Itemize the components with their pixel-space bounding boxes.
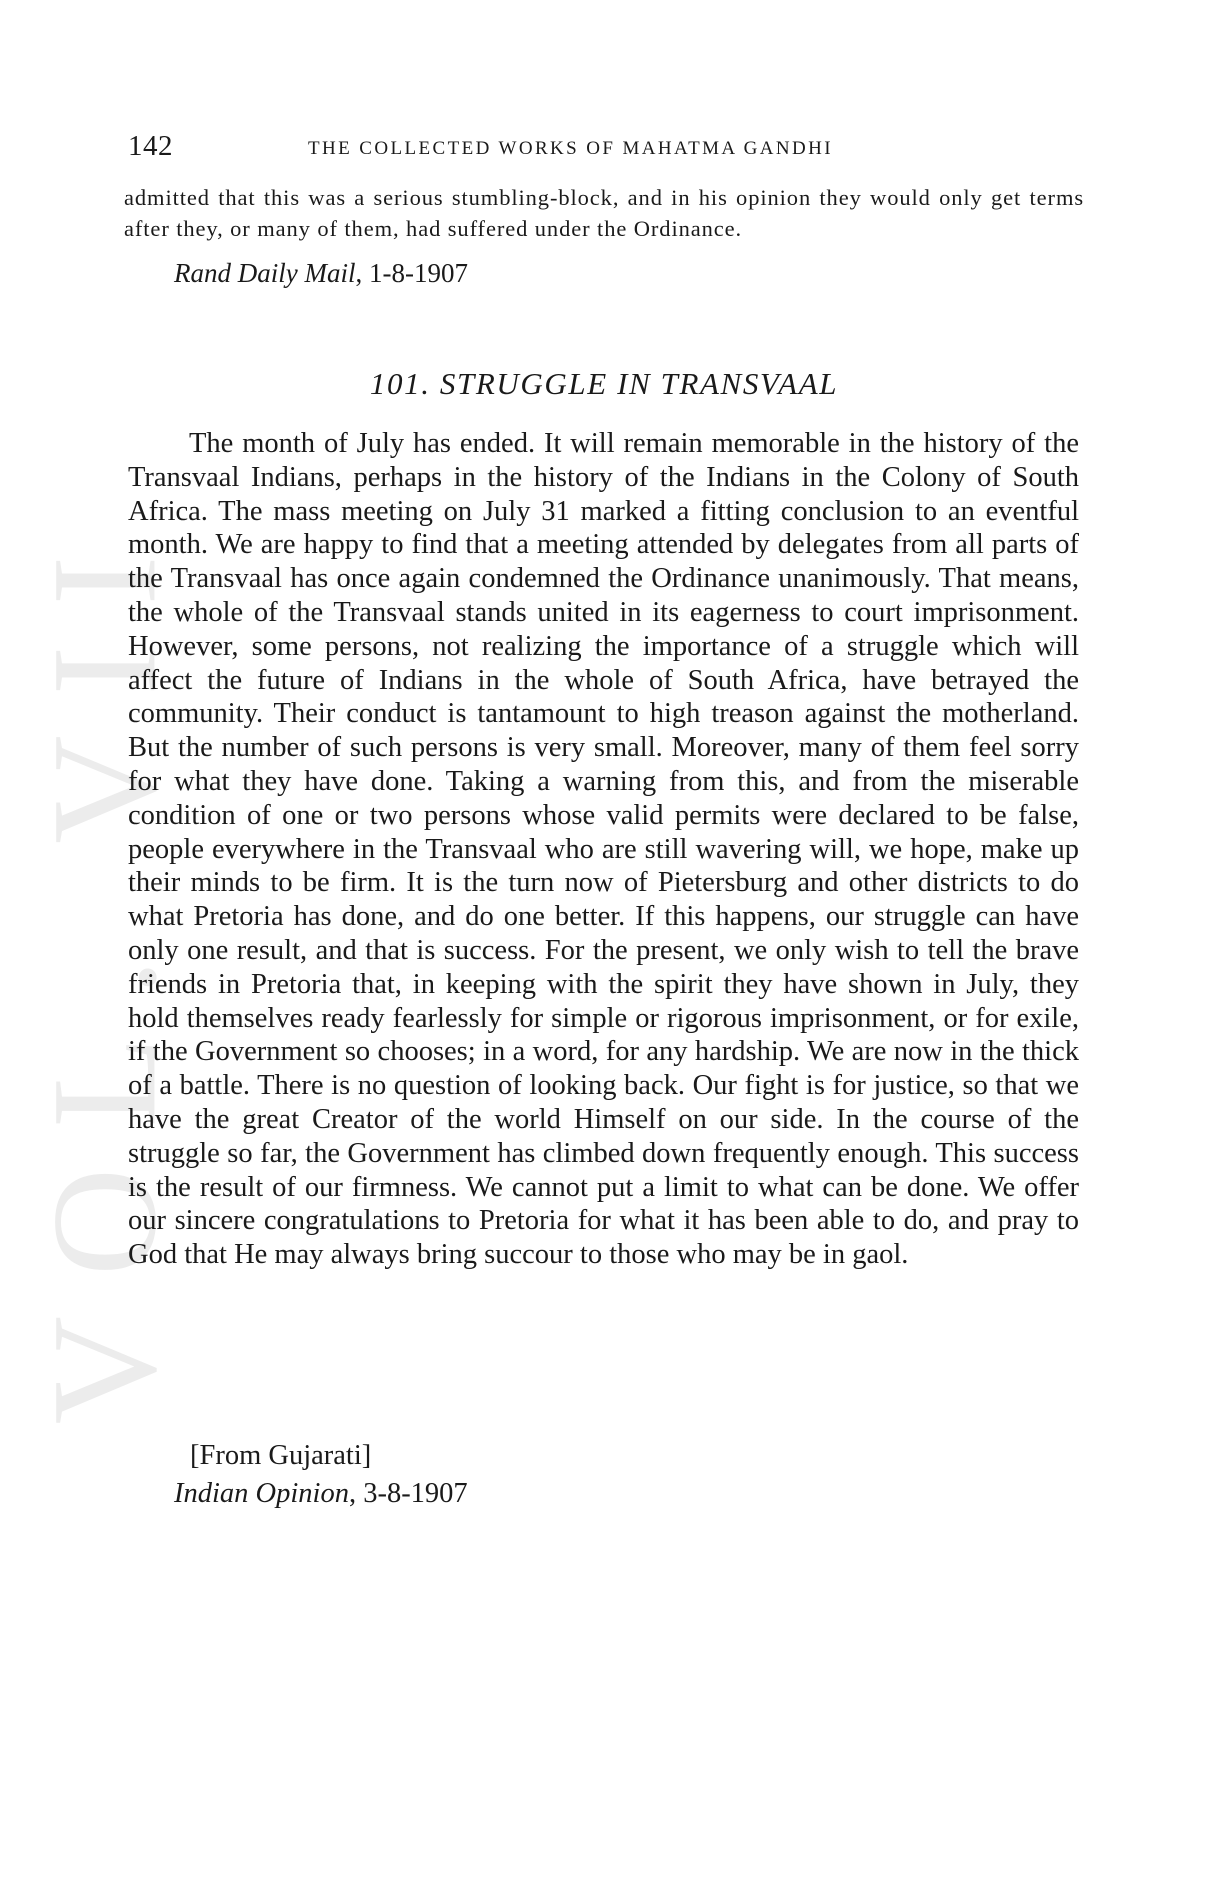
source-publication: Rand Daily Mail <box>174 258 356 288</box>
previous-item-source <box>174 258 468 289</box>
article-source <box>174 1478 468 1510</box>
source-date: , 1-8-1907 <box>355 258 468 288</box>
page-header <box>128 130 1088 170</box>
page-number: 142 <box>128 130 173 162</box>
running-title: THE COLLECTED WORKS OF MAHATMA GANDHI <box>308 138 833 159</box>
watermark-text: VOL. VII <box>21 515 188 1425</box>
previous-item-closing-text: admitted that this was a serious stumbling-block, and in his opinion they would only get terms after they, or many of them, had suffered under the Ordinance. <box>124 185 1084 241</box>
source-publication: Indian Opinion <box>174 1478 349 1509</box>
article-body: The month of July has ended. It will remain memorable in the history of the Transvaal Indians, perhaps in the history of the Indians in the Colony of South Africa. The mass meeting on July 31 marked a fitting conclusion to an eventful month. We are happy to find that a meeting attended by delegates from all parts of the Transvaal has once again condemned the Ordinance unanimously. That means, the whole of the Transvaal stands united in its eagerness to court imprisonment. However, some persons, not realizing the importance of a struggle which will affect the future of Indians in the whole of South Africa, have betrayed the community. Their conduct is tantamount to high treason against the motherland. But the number of such persons is very small. Moreover, many of them feel sorry for what they have done. Taking a warning from this, and from the miserable condition of one or two persons whose valid permits were declared to be false, people everywhere in the Transvaal who are still wavering will, we hope, make up their minds to be firm. It is the turn now of Pietersburg and other districts to do what Pretoria has done, and do one better. If this happens, our struggle can have only one result, and that is success. For the present, we only wish to tell the brave friends in Pretoria that, in keeping with the spirit they have shown in July, they hold themselves ready fearlessly for simple or rigorous imprisonment, or for exile, if the Government so chooses; in a word, for any hardship. We are now in the thick of a battle. There is no question of looking back. Our fight is for justice, so that we have the great Creator of the world Himself on our side. In the course of the struggle so far, the Government has climbed down frequently enough. This success is the result of our firmness. We cannot put a limit to what can be done. We offer our sincere congratulations to Pretoria for what it has been able to do, and pray to God that He may always bring succour to those who may be in gaol. <box>128 428 1079 1271</box>
source-date: , 3-8-1907 <box>348 1478 468 1509</box>
translation-note: [From Gujarati] <box>190 1440 372 1471</box>
article-title: 101. STRUGGLE IN TRANSVAAL <box>369 366 839 401</box>
